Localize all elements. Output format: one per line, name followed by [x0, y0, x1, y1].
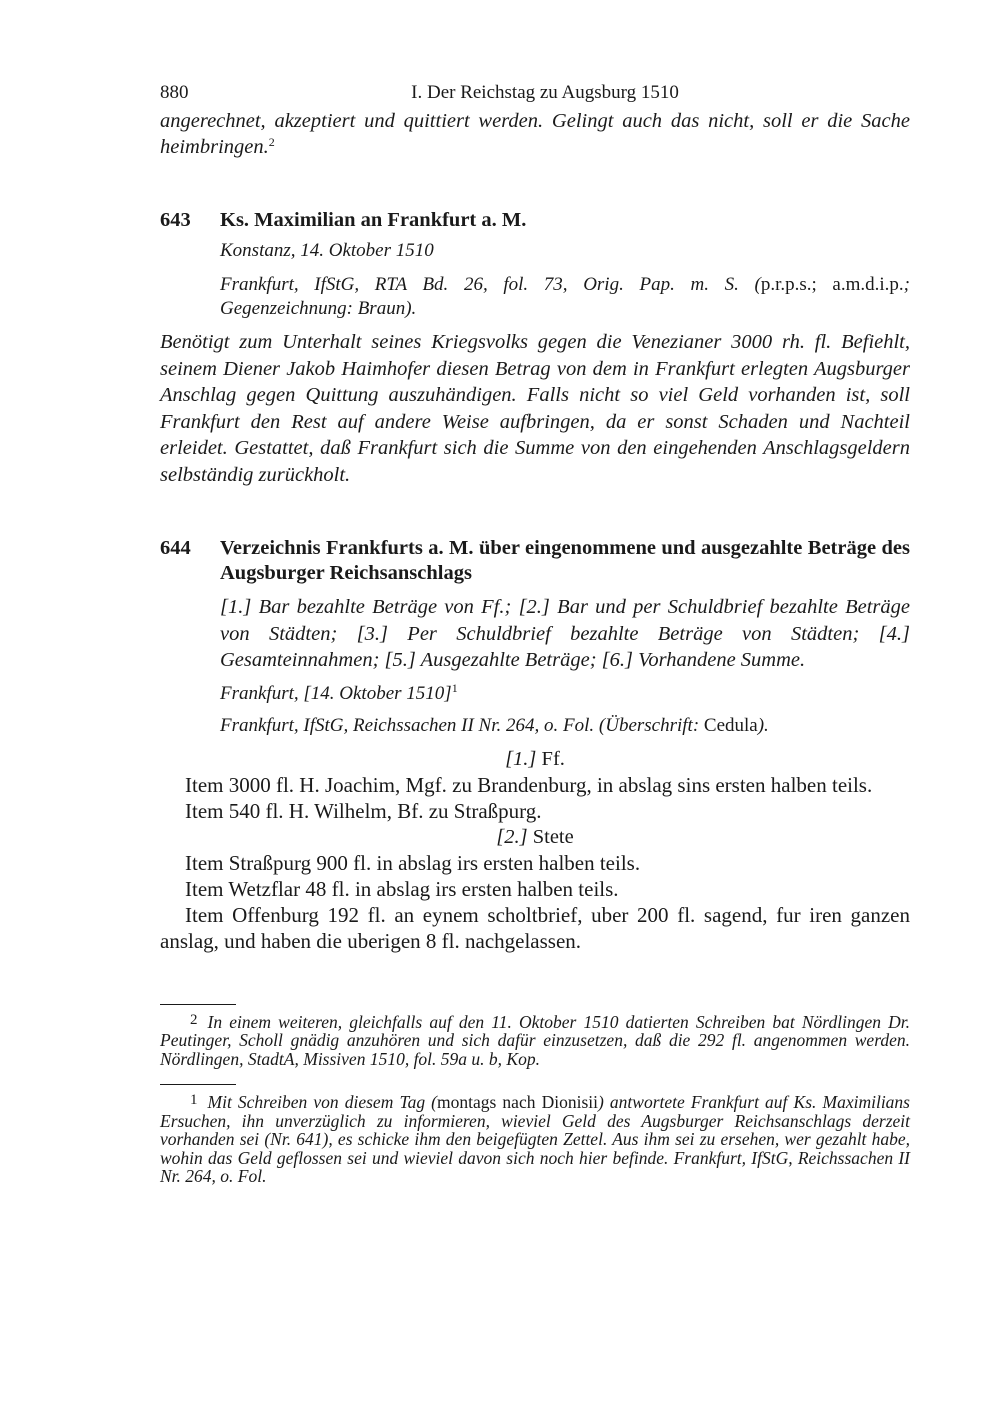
- footnote-2-mark: 2: [190, 1011, 198, 1028]
- footnote-rule: [160, 1084, 236, 1085]
- section-1-entry-2: Item 540 fl. H. Wilhelm, Bf. zu Straßpurg.: [185, 798, 542, 823]
- doc-644-heading: [160, 536, 910, 586]
- page-number: 880: [160, 82, 189, 103]
- doc-643-heading: [160, 208, 910, 233]
- footnote-1-text-a: Mit Schreiben von diesem Tag (: [207, 1092, 438, 1112]
- intro-text: angerechnet, akzeptiert und quittiert werden. Gelingt auch das nicht, soll er die Sache heimbringen.: [160, 110, 910, 158]
- footnotes-block-1: [160, 1004, 910, 1069]
- footnote-1: [160, 1091, 910, 1186]
- doc-643-title: Ks. Maximilian an Frankfurt a. M.: [220, 209, 527, 231]
- doc-644-place-date-text: Frankfurt, [14. Oktober 1510]: [220, 682, 452, 704]
- footnote-rule: [160, 1004, 236, 1005]
- footnote-1-mark: 1: [190, 1092, 198, 1108]
- doc-644-source-a: Frankfurt, IfStG, Reichssachen II Nr. 264, o. Fol. (Überschrift:: [220, 714, 704, 736]
- intro-paragraph: [160, 108, 910, 160]
- doc-643-source-a: Frankfurt, IfStG, RTA Bd. 26, fol. 73, Orig. Pap. m. S. (: [220, 274, 761, 295]
- footnotes-block-2: [160, 1084, 910, 1186]
- doc-643-source: [220, 273, 910, 321]
- footnote-ref-1: 1: [451, 680, 458, 695]
- section-2-entry-3: Item Offenburg 192 fl. an eynem scholtbrief, uber 200 fl. sagend, fur iren ganzen anslag, und haben die uberigen 8 fl. nachgelassen.: [160, 902, 910, 953]
- doc-643-summary: Benötigt zum Unterhalt seines Kriegsvolks gegen die Venezianer 3000 rh. fl. Befiehlt, seinem Diener Jakob Haimhofer diesen Betrag von dem in Frankfurt erlegten Augsburger Anschlag gegen Quittung auszuhändigen. Falls nicht so viel Geld vorhanden ist, soll Frankfurt den Rest auf andere Weise aufbringen, da er sonst Schaden und Nachteil erleidet. Gestattet, daß Frankfurt sich die Summe von den eingehenden Anschlagsgeldern selbständig zurückholt.: [160, 331, 910, 486]
- doc-644-place-date: [220, 682, 910, 706]
- section-1-marker: [1.]: [505, 747, 537, 770]
- section-2-marker: [2.]: [496, 825, 528, 848]
- doc-644-number: 644: [160, 537, 191, 559]
- doc-644-contents: [1.] Bar bezahlte Beträge von Ff.; [2.] Bar und per Schuldbrief bezahlte Beträge von Städten; [3.] Per Schuldbrief bezahlte Beträge von Städten; [4.] Gesamteinnahmen; [5.] Ausgezahlte Beträge; [6.] Vorhandene Summe.: [220, 596, 910, 671]
- running-head: [160, 78, 910, 108]
- section-2-entry-1: Item Straßpurg 900 fl. in abslag irs ersten halben teils.: [185, 850, 641, 875]
- doc-643-source-d: ; Gegenzeichnung: Braun).: [220, 274, 910, 319]
- section-1-entry-1: Item 3000 fl. H. Joachim, Mgf. zu Brandenburg, in abslag sins ersten halben teils.: [185, 772, 873, 797]
- doc-643-source-b: p.r.p.s.;: [760, 274, 817, 295]
- footnote-ref-2: 2: [268, 135, 275, 149]
- doc-643-place-date: Konstanz, 14. Oktober 1510: [220, 240, 434, 261]
- section-1-title: Ff.: [541, 747, 565, 770]
- section-2-title: Stete: [532, 825, 574, 848]
- running-title: I. Der Reichstag zu Augsburg 1510: [411, 82, 679, 103]
- section-2-entry-2: Item Wetzflar 48 fl. in abslag irs ersten halben teils.: [185, 876, 619, 901]
- doc-644-source-c: ).: [757, 714, 769, 736]
- footnote-2: [160, 1011, 910, 1069]
- doc-643-number: 643: [160, 209, 191, 231]
- doc-643-source-c: a.m.d.i.p.: [816, 274, 904, 295]
- document-643: [160, 208, 910, 488]
- section-2-heading: [160, 824, 910, 850]
- document-644: [160, 536, 910, 954]
- doc-644-source: [220, 714, 910, 738]
- doc-644-source-b: Cedula: [703, 714, 758, 736]
- doc-644-title: Verzeichnis Frankfurts a. M. über eingenommene und ausgezahlte Beträge des Augsburger Reichsanschlags: [220, 537, 910, 584]
- footnote-1-text-c: ) antwortete Frankfurt auf Ks. Maximilians Ersuchen, ihn unverzüglich zu informieren, wieviel Geld des Augsburger Reichsanschlags derzeit vorhanden sei (Nr. 641), es schicke ihm den beigefügten Zettel. Aus ihm sei zu ersehen, wer gezahlt habe, wohin das Geld geflossen sei und wieviel davon sich noch hier befinde. Frankfurt, IfStG, Reichssachen II Nr. 264, o. Fol.: [160, 1092, 910, 1186]
- footnote-2-text: In einem weiteren, gleichfalls auf den 11. Oktober 1510 datierten Schreiben bat Nördlingen Dr. Peutinger, Scholl gnädig anzuhören und sich dafür einzusetzen, daß die 292 fl. angenommen werden. Nördlingen, StadtA, Missiven 1510, fol. 59a u. b, Kop.: [160, 1011, 910, 1069]
- footnote-1-text-b: montags nach Dionisii: [437, 1092, 598, 1112]
- section-1-heading: [160, 746, 910, 772]
- page: [160, 78, 910, 1186]
